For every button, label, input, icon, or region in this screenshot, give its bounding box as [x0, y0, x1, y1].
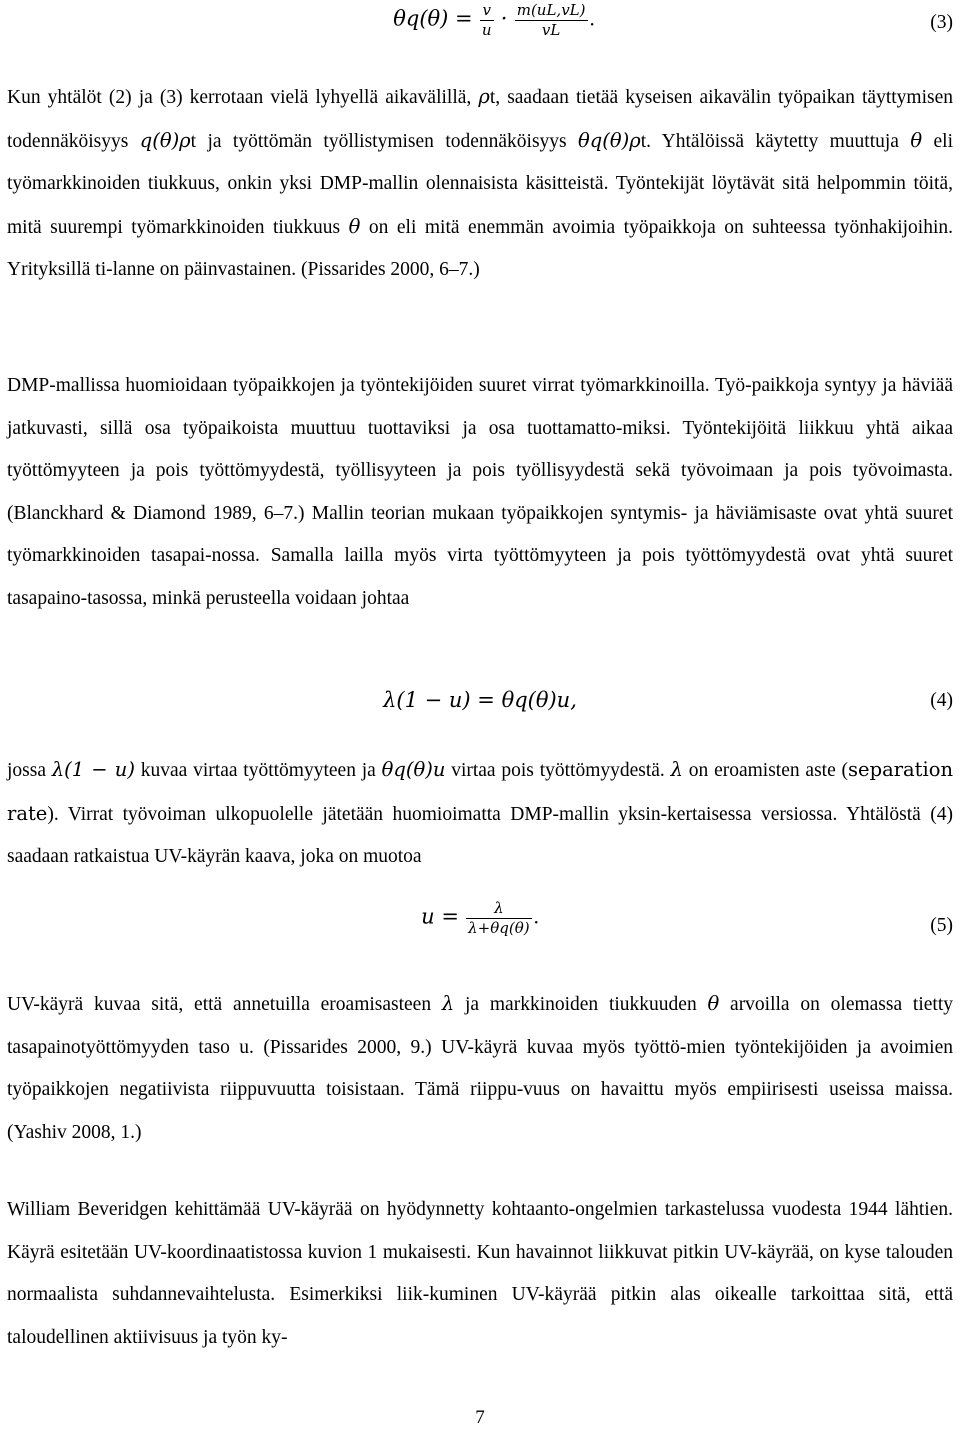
- p1-math-theta-2: θ: [348, 214, 361, 238]
- eq5-lhs: u =: [421, 904, 459, 929]
- equation-4-number: (4): [930, 690, 953, 711]
- eq4-expression: λ(1 − u) = θq(θ)u,: [383, 688, 577, 712]
- eq5-denominator: λ+θq(θ): [468, 919, 530, 937]
- eq3-fraction-1: [480, 2, 494, 39]
- p1-math-theta-q-theta-rho: θq(θ)ρ: [578, 128, 641, 152]
- eq3-frac2-denominator: vL: [541, 21, 561, 39]
- p3-text-2: kuvaa virtaa työttömyyteen ja: [134, 760, 382, 781]
- p3-math-lambda-1-u: λ(1 − u): [51, 758, 135, 781]
- p1-text-4: t. Yhtälöissä käytetty muuttuja: [640, 130, 911, 152]
- eq3-fraction-2: [515, 2, 588, 39]
- equation-5: [0, 900, 960, 952]
- equation-4: [0, 680, 960, 732]
- equation-3-body: [0, 2, 960, 39]
- eq5-numerator: λ: [466, 900, 531, 919]
- p1-math-theta: θ: [910, 128, 923, 152]
- p4-text-2: ja markkinoiden tiukkuuden: [454, 994, 708, 1015]
- p4-text-1: UV-käyrä kuvaa sitä, että annetuilla eroamisasteen: [7, 994, 442, 1015]
- p1-text-2: t, saadaan tietää kyseisen aikavälin työpaikan täyttymisen todennäköisyys: [7, 87, 953, 152]
- equation-3: [0, 2, 960, 54]
- eq3-dot: ·: [500, 6, 508, 31]
- p1-text-5: eli työmarkkinoiden tiukkuus, onkin yksi DMP-mallin olennaisista käsitteistä. Työntekijät löytävät sitä helpommin töitä, mitä suurempi työmarkkinoiden tiukkuus: [7, 130, 953, 238]
- p3-text-4: on eroamisten aste (: [682, 760, 849, 781]
- page-number: 7: [475, 1407, 485, 1428]
- equation-5-body: [0, 900, 960, 937]
- eq3-tail: .: [589, 6, 595, 31]
- eq3-frac2-numerator: m(uL,vL): [516, 1, 586, 19]
- p4-math-lambda: λ: [441, 992, 455, 1015]
- p3-text-5: ). Virrat työvoiman ulkopuolelle jätetään huomioimatta DMP-mallin yksin-kertaisessa versiossa. Yhtälöstä (4) saadaan ratkaistua UV-käyrän kaava, joka on muotoa: [7, 803, 953, 867]
- p4-math-theta: θ: [707, 992, 720, 1015]
- eq3-frac1-numerator: v: [480, 2, 494, 21]
- eq5-fraction: [466, 900, 531, 937]
- p4-text-3: arvoilla on olemassa tietty tasapainotyöttömyyden taso u. (Pissarides 2000, 9.) UV-käyrä kuvaa myös työttö-mien työntekijöiden ja avoimien työpaikkojen negatiivista riippuvuutta toisistaan. Tämä riippu-vuus on havaittu myös empiirisesti useissa maissa. (Yashiv 2008, 1.): [7, 994, 953, 1143]
- p3-math-lambda: λ: [670, 758, 683, 781]
- eq5-tail: .: [533, 904, 539, 929]
- p1-text-3: t ja työttömän työllistymisen todennäköisyys: [190, 130, 579, 152]
- paragraph-5: William Beveridgen kehittämää UV-käyrää on hyödynnetty kohtaanto-ongelmien tarkastelussa vuodesta 1944 lähtien. Käyrä esitetään UV-koordinaatistossa kuvion 1 mukaisesti. Kun havainnot liikkuvat pitkin UV-käyrää, on kyse talouden normaalista suhdannevaihtelusta. Esimerkiksi liik-kuminen UV-käyrää pitkin alas oikealle tarkoittaa sitä, että taloudellinen aktiivisuus ja työn ky-: [7, 1199, 953, 1348]
- p1-text-6: on eli mitä enemmän avoimia työpaikkoja on suhteessa työnhakijoihin. Yrityksillä ti-lanne on päinvastainen. (Pissarides 2000, 6–7.): [7, 216, 953, 280]
- p1-text-1: Kun yhtälöt (2) ja (3) kerrotaan vielä lyhyellä aikavälillä,: [7, 87, 479, 108]
- equation-3-number: (3): [930, 12, 953, 33]
- p3-text-1: jossa: [7, 760, 52, 781]
- equation-4-body: [0, 688, 960, 713]
- paragraph-1: [7, 76, 953, 292]
- paragraph-2: DMP-mallissa huomioidaan työpaikkojen ja työntekijöiden suuret virrat työmarkkinoilla. Työ-paikkoja syntyy ja häviää jatkuvasti, sillä osa työpaikoista muuttuu tuottaviksi ja osa tuottamatto-miksi. Työntekijöitä liikkuu yhtä aikaa työttömyyteen ja pois työttömyydestä, työllisyyteen ja pois työllisyydestä sekä työvoimaan ja pois työvoimasta. (Blanckhard & Diamond 1989, 6–7.) Mallin teorian mukaan työpaikkojen syntymis- ja häviämisaste ovat yhtä suuret työmarkkinoiden tasapai-nossa. Samalla lailla myös virta työttömyyteen ja pois työttömyydestä ovat yhtä suuret tasapaino-tasossa, minkä perusteella voidaan johtaa: [7, 375, 953, 609]
- paragraph-4: [7, 983, 953, 1154]
- eq3-lhs: θq(θ) =: [393, 6, 473, 31]
- p3-math-theta-q-theta-u: θq(θ)u: [381, 758, 446, 781]
- p1-math-q-theta-rho: q(θ)ρ: [139, 128, 191, 152]
- p1-math-rho: ρ: [478, 85, 490, 108]
- paragraph-3: [7, 749, 953, 879]
- eq3-frac1-denominator: u: [481, 21, 492, 39]
- p3-text-3: virtaa pois työttömyydestä.: [445, 760, 671, 781]
- p3-math-separation-rate: separation rate: [7, 758, 954, 825]
- equation-5-number: (5): [930, 915, 953, 936]
